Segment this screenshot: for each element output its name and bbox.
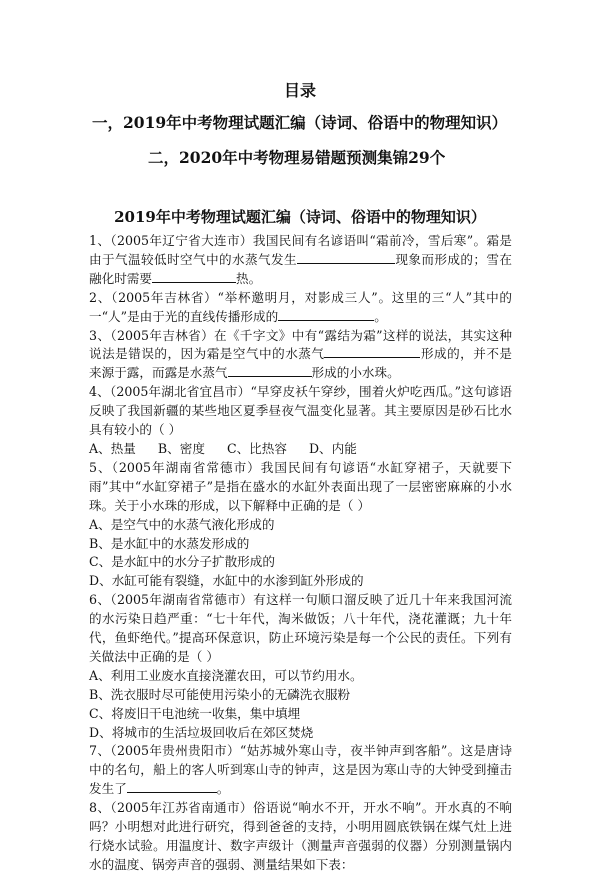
toc-title: 目录 bbox=[283, 81, 316, 100]
question-1-text-a: 1、（2005年辽宁省大连市）我国民间有名谚语叫“霜前冷，雪后寒”。霜是由于气温较低时空气中的水蒸气发生 bbox=[89, 233, 512, 267]
toc-item-2: 二，2020年中考物理易错题预测集锦29个 bbox=[148, 148, 446, 167]
question-4-stem: 4、（2005年湖北省宜昌市）“早穿皮袄午穿纱，围着火炉吃西瓜。”这句谚语反映了我国新疆的某些地区夏季昼夜气温变化显著。其主要原因是砂石比水具有较小的（ ） bbox=[89, 384, 512, 438]
question-list bbox=[89, 232, 512, 875]
question-4 bbox=[89, 383, 512, 440]
option-b: B、洗衣服时尽可能使用污染小的无磷洗衣服粉 bbox=[89, 686, 351, 702]
answer-blank bbox=[324, 345, 420, 358]
question-3-text-c: 形成的小水珠。 bbox=[311, 365, 400, 381]
question-2 bbox=[89, 289, 512, 327]
question-2-text-b: 。 bbox=[374, 308, 387, 324]
question-1-text-c: 热。 bbox=[235, 270, 262, 286]
option-d: D、内能 bbox=[308, 440, 357, 456]
answer-blank bbox=[297, 251, 395, 264]
option-c: C、是水缸中的水分子扩散形成的 bbox=[89, 554, 275, 570]
question-3-text-a: 3、（2005年吉林省）在《千字文》中有“露结为霜”这样的说法，其实这种说法是错误的，因为霜是空气中的水蒸气 bbox=[89, 327, 512, 362]
option-d: D、将城市的生活垃圾回收后在郊区焚烧 bbox=[89, 724, 314, 740]
question-2-text-a: 2、（2005年吉林省）“举杯邀明月，对影成三人”。这里的三“人”其中的一“人”是由于光的直线传播形成的 bbox=[89, 289, 512, 324]
toc-item-1: 一，2019年中考物理试题汇编（诗词、俗语中的物理知识） bbox=[92, 113, 508, 132]
option-d: D、水缸可能有裂缝，水缸中的水渗到缸外形成的 bbox=[89, 573, 364, 589]
question-6-stem: 6、（2005年湖南省常德市）有这样一句顺口溜反映了近几十年来我国河流的水污染日趋严重：“七十年代，淘米做饭；八十年代，浇花灌溉；九十年代，鱼虾绝代。”提高环保意识，防止环境污染是每一个公民的责任。下列有关做法中正确的是（ ） bbox=[89, 592, 512, 664]
question-3 bbox=[89, 327, 512, 384]
question-5-stem: 5、（2005年湖南省常德市）我国民间有句谚语“水缸穿裙子，天就要下雨”其中“水缸穿裙子”是指在盛水的水缸外表面出现了一层密密麻麻的小水珠。关于小水珠的形成，以下解释中正确的是（ ） bbox=[89, 459, 512, 513]
option-b: B、密度 bbox=[157, 440, 205, 456]
option-b: B、是水缸中的水蒸发形成的 bbox=[89, 535, 250, 551]
question-1 bbox=[89, 232, 512, 289]
answer-blank bbox=[152, 270, 236, 283]
question-8-stem: 8、（2005年江苏省南通市）俗语说“响水不开，开水不响”。开水真的不响吗？小明想对此进行研究，得到爸爸的支持，小明用圆底铁锅在煤气灶上进行烧水试验。用温度计、数字声级计（测量声音强弱的仪器）分别测量锅内水的温度、锅旁声音的强弱、测量结果如下表： bbox=[89, 800, 512, 872]
option-a: A、利用工业废水直接浇灌农田，可以节约用水。 bbox=[89, 667, 363, 683]
question-4-options bbox=[89, 440, 512, 459]
answer-blank bbox=[278, 308, 374, 321]
question-7-text-b: 。 bbox=[216, 781, 230, 797]
question-7-text-a: 7、（2005年贵州贵阳市）“姑苏城外寒山寺，夜半钟声到客船”。这是唐诗中的名句，船上的客人听到寒山寺的钟声，这是因为寒山寺的大钟受到撞击发生了 bbox=[89, 743, 512, 797]
question-8 bbox=[89, 799, 512, 875]
option-c: C、将废旧干电池统一收集，集中填埋 bbox=[89, 705, 301, 721]
option-a: A、是空气中的水蒸气液化形成的 bbox=[89, 516, 275, 532]
section-title: 2019年中考物理试题汇编（诗词、俗语中的物理知识） bbox=[114, 208, 486, 226]
option-c: C、比热容 bbox=[226, 440, 287, 456]
question-6 bbox=[89, 591, 512, 667]
answer-blank bbox=[228, 364, 312, 377]
question-7 bbox=[89, 742, 512, 799]
answer-blank bbox=[127, 780, 217, 793]
question-3-text-b: 形成的，并不是来源于露，而露是水蒸气 bbox=[89, 346, 513, 381]
option-a: A、热量 bbox=[89, 440, 136, 456]
question-1-text-b: 现象而形成的；雪在融化时需要 bbox=[89, 251, 512, 286]
question-5 bbox=[89, 459, 512, 516]
